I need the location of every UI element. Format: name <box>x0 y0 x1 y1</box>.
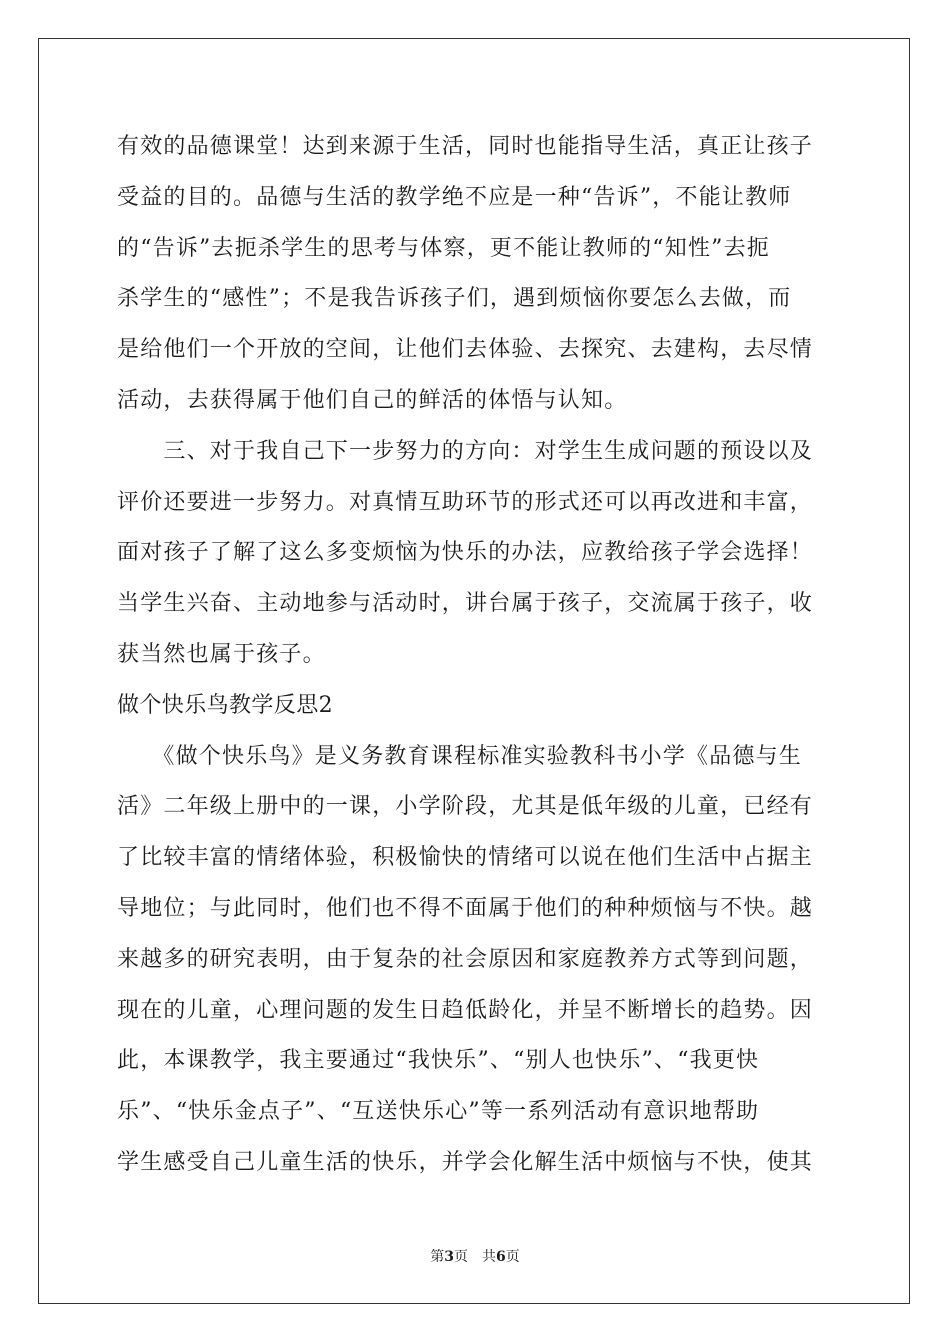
paragraph-line: 了比较丰富的情绪体验，积极愉快的情绪可以说在他们生活中占据主 <box>117 845 814 871</box>
page-number <box>430 1249 468 1265</box>
page-footer <box>0 1247 950 1267</box>
paragraph-line: 学生感受自己儿童生活的快乐，并学会化解生活中烦恼与不快，使其 <box>117 1149 814 1175</box>
paragraph-line: 活动，去获得属于他们自己的鲜活的体悟与认知。 <box>117 387 628 413</box>
paragraph-line: 活》二年级上册中的一课，小学阶段，尤其是低年级的儿童，已经有 <box>117 794 814 820</box>
paragraph-line: 导地位；与此同时，他们也不得不面属于他们的种种烦恼与不快。越 <box>117 895 814 921</box>
paragraph-line: 此，本课教学，我主要通过“我快乐”、“别人也快乐”、“我更快 <box>117 1048 760 1074</box>
paragraph-line: 来越多的研究表明，由于复杂的社会原因和家庭教养方式等到问题， <box>117 946 814 972</box>
paragraph-line: 当学生兴奋、主动地参与活动时，讲台属于孩子，交流属于孩子，收 <box>117 591 814 617</box>
total-suffix: 页 <box>505 1249 520 1265</box>
page-total <box>482 1249 520 1265</box>
paragraph-line: 获当然也属于孩子。 <box>117 641 326 667</box>
paragraph-line: 是给他们一个开放的空间，让他们去体验、去探究、去建构，去尽情 <box>117 337 814 363</box>
page-suffix: 页 <box>454 1249 468 1265</box>
page-prefix: 第 <box>430 1249 445 1265</box>
current-page: 3 <box>444 1249 454 1265</box>
section-heading: 做个快乐鸟教学反思2 <box>117 692 333 718</box>
paragraph-line: 有效的品德课堂！达到来源于生活，同时也能指导生活，真正让孩子 <box>117 134 814 159</box>
total-prefix: 共 <box>482 1249 496 1265</box>
paragraph-line: 面对孩子了解了这么多变烦恼为快乐的办法，应教给孩子学会选择！ <box>117 540 814 566</box>
paragraph-line: 三、对于我自己下一步努力的方向：对学生生成问题的预设以及 <box>117 438 814 464</box>
paragraph-line: 现在的儿童，心理问题的发生日趋低龄化，并呈不断增长的趋势。因 <box>117 997 814 1023</box>
document-body <box>117 122 833 1189</box>
paragraph-line: 的“告诉”去扼杀学生的思考与体察，更不能让教师的“知性”去扼 <box>117 235 770 261</box>
paragraph-line: 乐”、“快乐金点子”、“互送快乐心”等一系列活动有意识地帮助 <box>117 1099 760 1125</box>
total-pages: 6 <box>496 1249 506 1265</box>
paragraph-line: 杀学生的“感性”；不是我告诉孩子们，遇到烦恼你要怎么去做，而 <box>117 286 792 312</box>
paragraph-line: 受益的目的。品德与生活的教学绝不应是一种“告诉”，不能让教师 <box>117 184 792 210</box>
paragraph-line: 评价还要进一步努力。对真情互助环节的形式还可以再改进和丰富， <box>117 489 814 515</box>
paragraph-line: 《做个快乐鸟》是义务教育课程标准实验教科书小学《品德与生 <box>117 743 803 769</box>
